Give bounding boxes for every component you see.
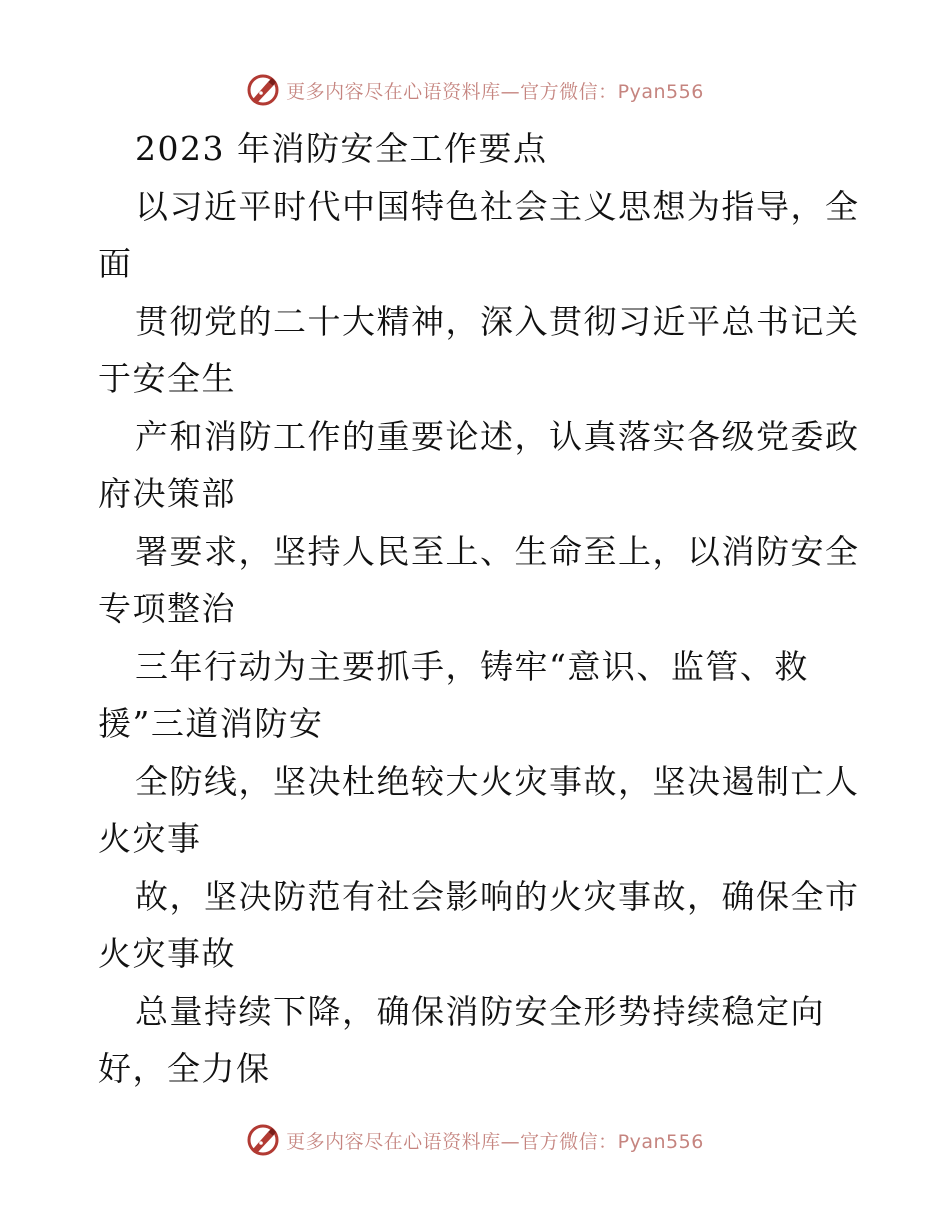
paragraph-line: 三年行动为主要抓手，铸牢“意识、监管、救	[135, 646, 809, 686]
paragraph-line: 专项整治	[98, 589, 236, 628]
paragraph-line: 援”三道消防安	[98, 704, 324, 743]
paragraph-line: 总量持续下降，确保消防安全形势持续稳定向	[135, 991, 825, 1031]
paragraph-line: 好，全力保	[98, 1049, 271, 1088]
header-watermark-text: 更多内容尽在心语资料库—官方微信：Pyan556	[286, 80, 704, 103]
header-watermark-banner	[0, 70, 950, 110]
paragraph-line: 以习近平时代中国特色社会主义思想为指导，全	[135, 186, 860, 226]
paragraph-line: 故，坚决防范有社会影响的火灾事故，确保全市	[135, 876, 860, 916]
footer-watermark-banner	[0, 1120, 950, 1160]
paragraph-line: 全防线，坚决杜绝较大火灾事故，坚决遏制亡人	[135, 761, 860, 801]
footer-watermark-text: 更多内容尽在心语资料库—官方微信：Pyan556	[286, 1130, 704, 1153]
paragraph-line: 署要求，坚持人民至上、生命至上，以消防安全	[135, 531, 860, 571]
paragraph-line: 产和消防工作的重要论述，认真落实各级党委政	[135, 416, 860, 456]
pen-nib-logo-icon	[246, 73, 280, 107]
document-title: 2023 年消防安全工作要点	[135, 129, 548, 168]
paragraph-line: 面	[98, 244, 133, 283]
paragraph-line: 火灾事	[98, 819, 202, 858]
paragraph-line: 火灾事故	[98, 934, 236, 973]
pen-nib-logo-icon	[246, 1123, 280, 1157]
paragraph-line: 于安全生	[98, 359, 236, 398]
paragraph-line: 府决策部	[98, 474, 236, 513]
paragraph-line: 贯彻党的二十大精神，深入贯彻习近平总书记关	[135, 301, 860, 341]
document-body	[98, 120, 858, 1098]
